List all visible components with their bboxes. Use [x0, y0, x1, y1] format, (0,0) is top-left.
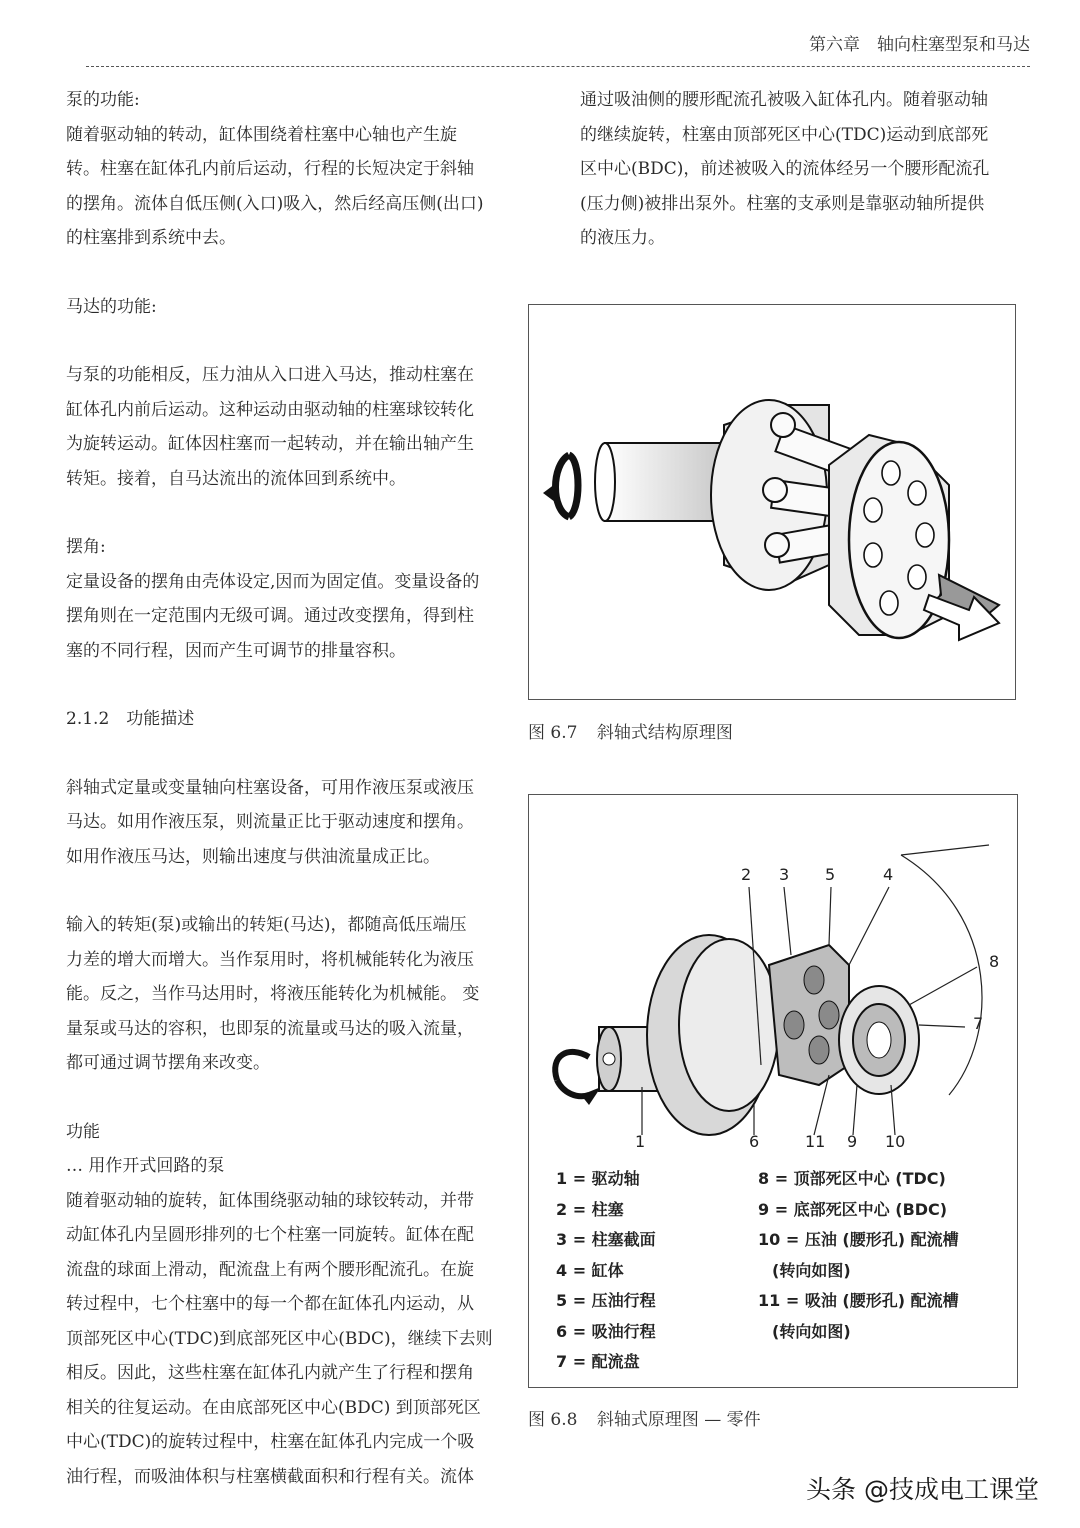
text-line: 流盘的球面上滑动，配流盘上有两个腰形配流孔。在旋	[66, 1259, 474, 1280]
callout-label: 1	[635, 1132, 646, 1151]
callout-label: 2	[741, 865, 752, 884]
text-line: 马达。如用作液压泵，则流量正比于驱动速度和摆角。	[66, 812, 474, 832]
swing-angle-heading: 摆角:	[66, 537, 106, 557]
legend-item: 11 = 吸油 (腰形孔) 配流槽	[758, 1291, 959, 1310]
figure-number: 图 6.8	[528, 1410, 578, 1430]
rotation-arrow-icon	[555, 1052, 601, 1105]
header-divider	[86, 66, 1030, 67]
text-line: 如用作液压马达，则输出速度与供油流量成正比。	[66, 846, 440, 867]
figure-6-7-caption	[528, 718, 733, 743]
legend-item: (转向如图)	[772, 1321, 851, 1341]
pump-function-text	[66, 118, 506, 256]
figure-6-8-caption	[528, 1405, 761, 1430]
text-line: 斜轴式定量或变量轴向柱塞设备，可用作液压泵或液压	[66, 777, 474, 798]
figure-legend-left	[556, 1164, 656, 1378]
legend-item: 4 = 缸体	[556, 1260, 624, 1280]
open-circuit-text	[66, 1184, 506, 1495]
bent-axis-parts-illustration	[529, 795, 1017, 1155]
text-line: 的液压力。	[580, 228, 665, 248]
valve-plate	[839, 986, 919, 1094]
text-line: 顶部死区中心(TDC)到底部死区中心(BDC)，继续下去则	[66, 1328, 493, 1349]
text-line: 的继续旋转，柱塞由顶部死区中心(TDC)运动到底部死	[580, 124, 989, 145]
legend-item: 8 = 顶部死区中心 (TDC)	[758, 1169, 946, 1188]
text-line: 的摆角。流体自低压侧(入口)吸入，然后经高压侧(出口)	[66, 193, 484, 214]
callout-label: 8	[989, 952, 1000, 971]
cylinder-bore-plate	[679, 939, 779, 1111]
text-line: 转过程中，七个柱塞中的每一个都在缸体孔内运动，从	[66, 1294, 474, 1314]
text-line: 塞的不同行程，因而产生可调节的排量容积。	[66, 640, 406, 661]
callout-label: 5	[825, 865, 836, 884]
legend-item: 3 = 柱塞截面	[556, 1230, 656, 1249]
legend-item: 1 = 驱动轴	[556, 1169, 640, 1188]
callout-label: 11	[805, 1132, 826, 1151]
legend-item: 7 = 配流盘	[556, 1352, 640, 1371]
running-header: 第六章 轴向柱塞型泵和马达	[809, 35, 1030, 55]
legend-item: 10 = 压油 (腰形孔) 配流槽	[758, 1230, 959, 1249]
legend-item: 9 = 底部死区中心 (BDC)	[758, 1199, 948, 1219]
legend-item: 2 = 柱塞	[556, 1199, 624, 1219]
text-line: 摆角则在一定范围内无级可调。通过改变摆角，得到柱	[66, 606, 474, 626]
text-line: 相关的往复运动。在由底部死区中心(BDC) 到顶部死区	[66, 1397, 481, 1418]
text-line: 通过吸油侧的腰形配流孔被吸入缸体孔内。随着驱动轴	[580, 90, 988, 110]
callout-label: 10	[885, 1132, 906, 1151]
text-line: 力差的增大而增大。当作泵用时，将机械能转化为液压	[66, 949, 474, 970]
text-line: 转。柱塞在缸体孔内前后运动，行程的长短决定于斜轴	[66, 159, 474, 179]
text-line: 随着驱动轴的转动，缸体围绕着柱塞中心轴也产生旋	[66, 124, 457, 145]
text-line: 动缸体孔内呈圆形排列的七个柱塞一同旋转。缸体在配	[66, 1225, 474, 1245]
motor-function-text	[66, 358, 506, 496]
legend-item: 5 = 压油行程	[556, 1291, 656, 1310]
text-line: 区中心(BDC)，前述被吸入的流体经另一个腰形配流孔	[580, 159, 990, 179]
cylinder-block	[769, 945, 849, 1085]
text-line: 随着驱动轴的旋转，缸体围绕驱动轴的球铰转动，并带	[66, 1190, 474, 1211]
text-line: 油行程，而吸油体积与柱塞横截面积和行程有关。流体	[66, 1466, 474, 1487]
watermark: 头条 @技成电工课堂	[806, 1475, 1039, 1504]
callout-label: 4	[883, 865, 894, 884]
text-line: 缸体孔内前后运动。这种运动由驱动轴的柱塞球铰转化	[66, 399, 474, 420]
figure-bent-axis-structure	[528, 304, 1016, 700]
text-line: 为旋转运动。缸体因柱塞而一起转动，并在输出轴产生	[66, 434, 474, 454]
pump-function-heading: 泵的功能:	[66, 90, 140, 110]
text-line: 能。反之，当作马达用时，将液压能转化为机械能。 变	[66, 984, 480, 1004]
text-line: 的柱塞排到系统中去。	[66, 228, 236, 248]
text-line: 定量设备的摆角由壳体设定,因而为固定值。变量设备的	[66, 571, 480, 592]
motor-function-heading: 马达的功能:	[66, 296, 157, 317]
figure-title: 斜轴式结构原理图	[596, 723, 733, 743]
text-line: 与泵的功能相反，压力油从入口进入马达，推动柱塞在	[66, 365, 474, 385]
drive-shaft	[595, 443, 725, 521]
swing-angle-text	[66, 565, 506, 669]
left-column	[66, 83, 506, 1494]
legend-item: 6 = 吸油行程	[556, 1321, 656, 1341]
text-line: (压力侧)被排出泵外。柱塞的支承则是靠驱动轴所提供	[580, 193, 985, 214]
text-line: 中心(TDC)的旋转过程中，柱塞在缸体孔内完成一个吸	[66, 1432, 475, 1452]
text-line: 输入的转矩(泵)或输出的转矩(马达)，都随高低压端压	[66, 915, 467, 935]
right-column	[580, 83, 1020, 256]
text-line: 都可通过调节摆角来改变。	[66, 1053, 270, 1073]
bent-axis-illustration	[529, 305, 1015, 699]
text-line: 量泵或马达的容积，也即泵的流量或马达的吸入流量，	[66, 1018, 474, 1039]
callout-label: 3	[779, 865, 790, 884]
legend-item: (转向如图)	[772, 1260, 851, 1280]
callout-label: 6	[749, 1132, 760, 1151]
text-line: 相反。因此，这些柱塞在缸体孔内就产生了行程和摆角	[66, 1363, 474, 1383]
function-heading: 功能	[66, 1121, 100, 1142]
text-line: 转矩。接着，自马达流出的流体回到系统中。	[66, 468, 406, 489]
figure-title: 斜轴式原理图 — 零件	[596, 1410, 761, 1430]
torque-text	[66, 908, 506, 1081]
figure-number: 图 6.7	[528, 723, 578, 743]
callout-label: 7	[973, 1014, 984, 1033]
function-description-text	[66, 771, 506, 875]
callout-label: 9	[847, 1132, 858, 1151]
section-heading: 2.1.2 功能描述	[66, 709, 195, 729]
rotation-arrow-icon	[543, 455, 578, 517]
figure-legend-right	[758, 1164, 959, 1347]
open-circuit-heading: … 用作开式回路的泵	[66, 1156, 225, 1176]
